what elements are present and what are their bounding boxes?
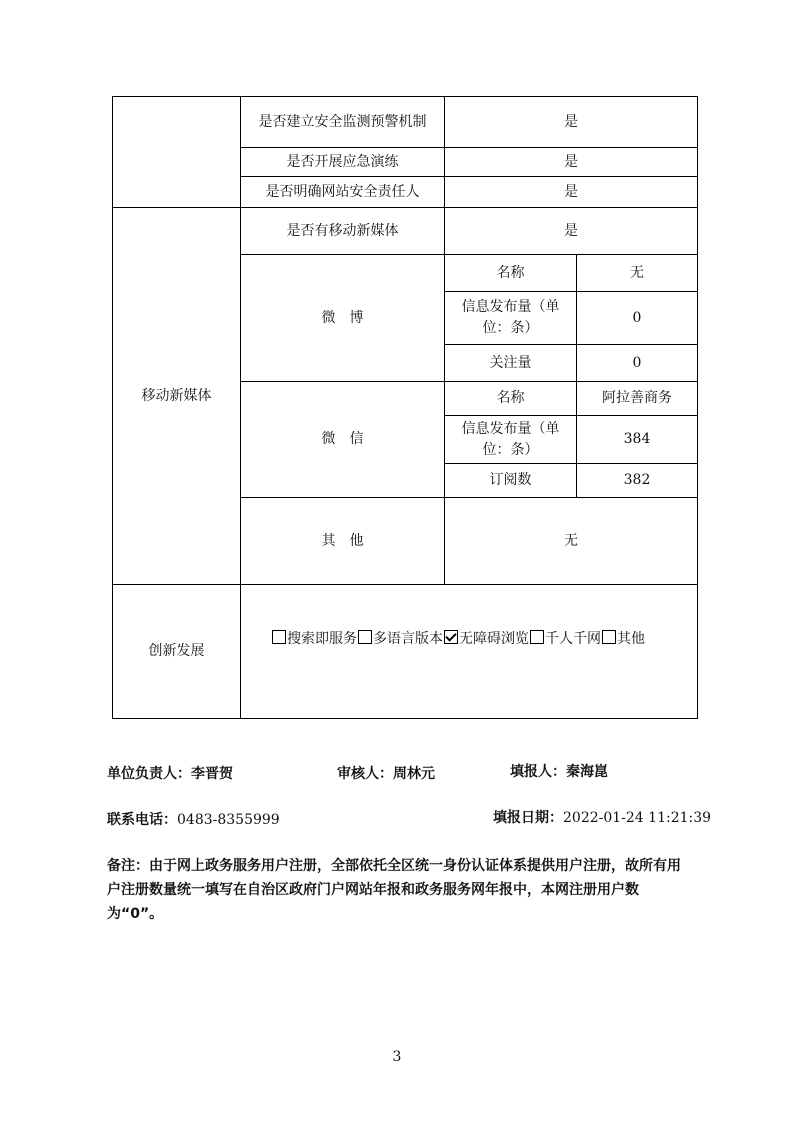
option-search-service-label: 搜索即服务 — [287, 631, 357, 647]
wechat-subscribers-label: 订阅数 — [445, 464, 577, 498]
monitoring-value: 是 — [445, 97, 698, 148]
phone-label: 联系电话： — [107, 812, 177, 828]
safety-section-cell — [113, 97, 241, 208]
footnote: 备注：由于网上政务服务用户注册，全部依托全区统一身份认证体系提供用户注册，故所有用户注册数量统一填写在自治区政府门户网站年报和政务服务网年报中，本网注册用户数为“0”。 — [107, 858, 681, 922]
option-personalized-label: 千人千网 — [545, 631, 601, 647]
checkbox-accessibility[interactable] — [444, 630, 458, 644]
responsible-label: 是否明确网站安全责任人 — [241, 177, 445, 208]
weibo-label: 微 博 — [241, 255, 445, 382]
reviewer-name: 周林元 — [393, 766, 435, 782]
wechat-posts-value: 384 — [577, 416, 698, 464]
wechat-label: 微 信 — [241, 382, 445, 498]
weibo-followers-label: 关注量 — [445, 345, 577, 382]
weibo-name-value: 无 — [577, 255, 698, 292]
innovation-option-list — [271, 631, 645, 647]
table-row — [113, 208, 698, 255]
drill-value: 是 — [445, 148, 698, 177]
reviewer-label: 审核人： — [337, 766, 393, 782]
date-line — [493, 807, 711, 827]
phone-line — [107, 809, 280, 829]
checkbox-personalized[interactable] — [530, 630, 544, 644]
wechat-name-value: 阿拉善商务 — [577, 382, 698, 416]
reviewer-line — [337, 763, 435, 783]
media-section-label: 移动新媒体 — [113, 208, 241, 585]
table-row — [113, 585, 698, 719]
weibo-posts-value: 0 — [577, 292, 698, 345]
option-other-label: 其他 — [617, 631, 645, 647]
checkbox-multilingual[interactable] — [358, 630, 372, 644]
drill-label: 是否开展应急演练 — [241, 148, 445, 177]
innovation-options — [241, 585, 698, 719]
page-number: 3 — [392, 1049, 402, 1065]
option-accessibility-label: 无障碍浏览 — [459, 631, 529, 647]
wechat-name-label: 名称 — [445, 382, 577, 416]
weibo-name-label: 名称 — [445, 255, 577, 292]
date-label: 填报日期： — [493, 810, 563, 826]
checkbox-search-service[interactable] — [272, 630, 286, 644]
unit-head-line — [107, 763, 233, 783]
innovation-section-label: 创新发展 — [113, 585, 241, 719]
filler-label: 填报人： — [510, 764, 566, 780]
unit-head-label: 单位负责人： — [107, 766, 191, 782]
phone-value: 0483-8355999 — [177, 812, 280, 828]
filler-name: 秦海崑 — [566, 764, 608, 780]
filler-line — [510, 761, 608, 781]
report-table — [112, 96, 698, 719]
date-value: 2022-01-24 11:21:39 — [563, 810, 712, 826]
has-media-label: 是否有移动新媒体 — [241, 208, 445, 255]
other-media-value: 无 — [445, 498, 698, 585]
unit-head-name: 李晋贺 — [191, 766, 233, 782]
weibo-followers-value: 0 — [577, 345, 698, 382]
checkbox-other[interactable] — [602, 630, 616, 644]
wechat-subscribers-value: 382 — [577, 464, 698, 498]
weibo-posts-label: 信息发布量（单位：条） — [445, 292, 577, 345]
other-media-label: 其 他 — [241, 498, 445, 585]
responsible-value: 是 — [445, 177, 698, 208]
option-multilingual-label: 多语言版本 — [373, 631, 443, 647]
has-media-value: 是 — [445, 208, 698, 255]
monitoring-label: 是否建立安全监测预警机制 — [241, 97, 445, 148]
wechat-posts-label: 信息发布量（单位：条） — [445, 416, 577, 464]
table-row — [113, 97, 698, 148]
